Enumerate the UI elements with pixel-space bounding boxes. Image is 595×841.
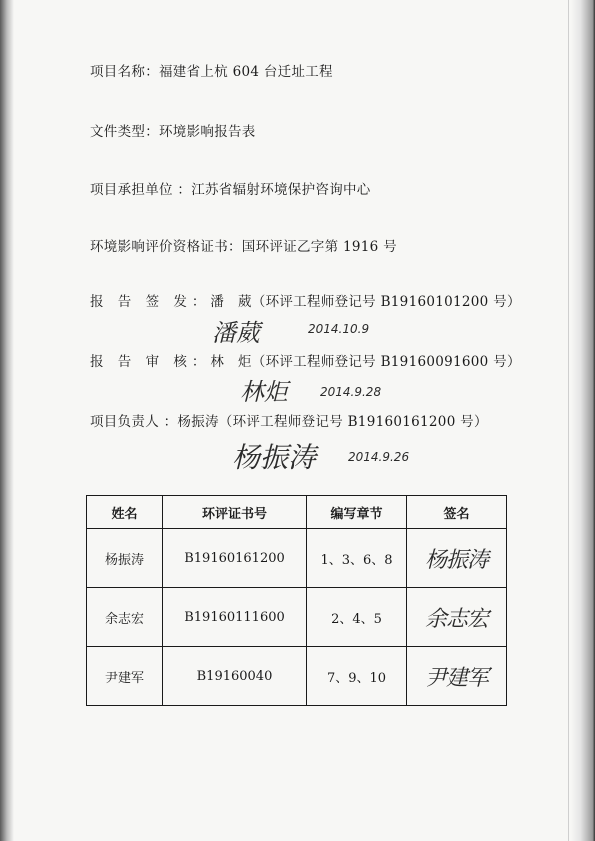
cell-chapters: 1、3、6、8 xyxy=(307,529,407,588)
file-type: 文件类型：环境影响报告表 xyxy=(90,124,256,140)
cell-name: 尹建军 xyxy=(87,647,163,706)
table-row xyxy=(87,647,507,706)
author-table xyxy=(86,495,507,706)
reviewer-signature-date: 2014.9.28 xyxy=(320,385,382,399)
reviewer-signature: 林炬 xyxy=(240,378,288,406)
leader-signature-date: 2014.9.26 xyxy=(348,450,410,464)
cell-chapters: 2、4、5 xyxy=(307,588,407,647)
project-leader: 项目负责人 ：杨振涛（环评工程师登记号 B19160161200 号） xyxy=(90,414,488,430)
report-reviewer-label: 报 告 审 核： xyxy=(90,354,211,370)
qualification-certificate: 环境影响评价资格证书：国环评证乙字第 1916 号 xyxy=(90,239,397,255)
header-name: 姓名 xyxy=(87,496,163,529)
cell-cert: B19160040 xyxy=(163,647,307,706)
cell-cert: B19160111600 xyxy=(163,588,307,647)
table-row xyxy=(87,588,507,647)
cell-name: 杨振涛 xyxy=(87,529,163,588)
report-signer-label: 报 告 签 发： xyxy=(90,294,211,310)
scan-band-right xyxy=(568,0,569,841)
cell-signature: 尹建军 xyxy=(407,647,507,706)
cell-chapters: 7、9、10 xyxy=(307,647,407,706)
header-signature: 签名 xyxy=(407,496,507,529)
cell-signature: 杨振涛 xyxy=(407,529,507,588)
undertaking-unit: 项目承担单位 ：江苏省辐射环境保护咨询中心 xyxy=(90,182,371,198)
header-cert: 环评证书号 xyxy=(163,496,307,529)
signer-signature-date: 2014.10.9 xyxy=(308,322,370,336)
cell-signature: 余志宏 xyxy=(407,588,507,647)
scan-shadow-right xyxy=(571,0,595,841)
report-signer-line xyxy=(90,290,521,310)
cell-cert: B19160161200 xyxy=(163,529,307,588)
table-header-row xyxy=(87,496,507,529)
table-row xyxy=(87,529,507,588)
report-reviewer-value: 林 炬（环评工程师登记号 B19160091600 号） xyxy=(210,354,521,370)
scan-shadow-left xyxy=(0,0,14,841)
report-signer-value: 潘 葳（环评工程师登记号 B19160101200 号） xyxy=(210,294,521,310)
project-name: 项目名称：福建省上杭 604 台迁址工程 xyxy=(90,64,333,80)
signer-signature: 潘葳 xyxy=(212,319,260,347)
header-chapters: 编写章节 xyxy=(307,496,407,529)
report-reviewer-line xyxy=(90,350,521,370)
cell-name: 余志宏 xyxy=(87,588,163,647)
leader-signature: 杨振涛 xyxy=(232,441,317,474)
